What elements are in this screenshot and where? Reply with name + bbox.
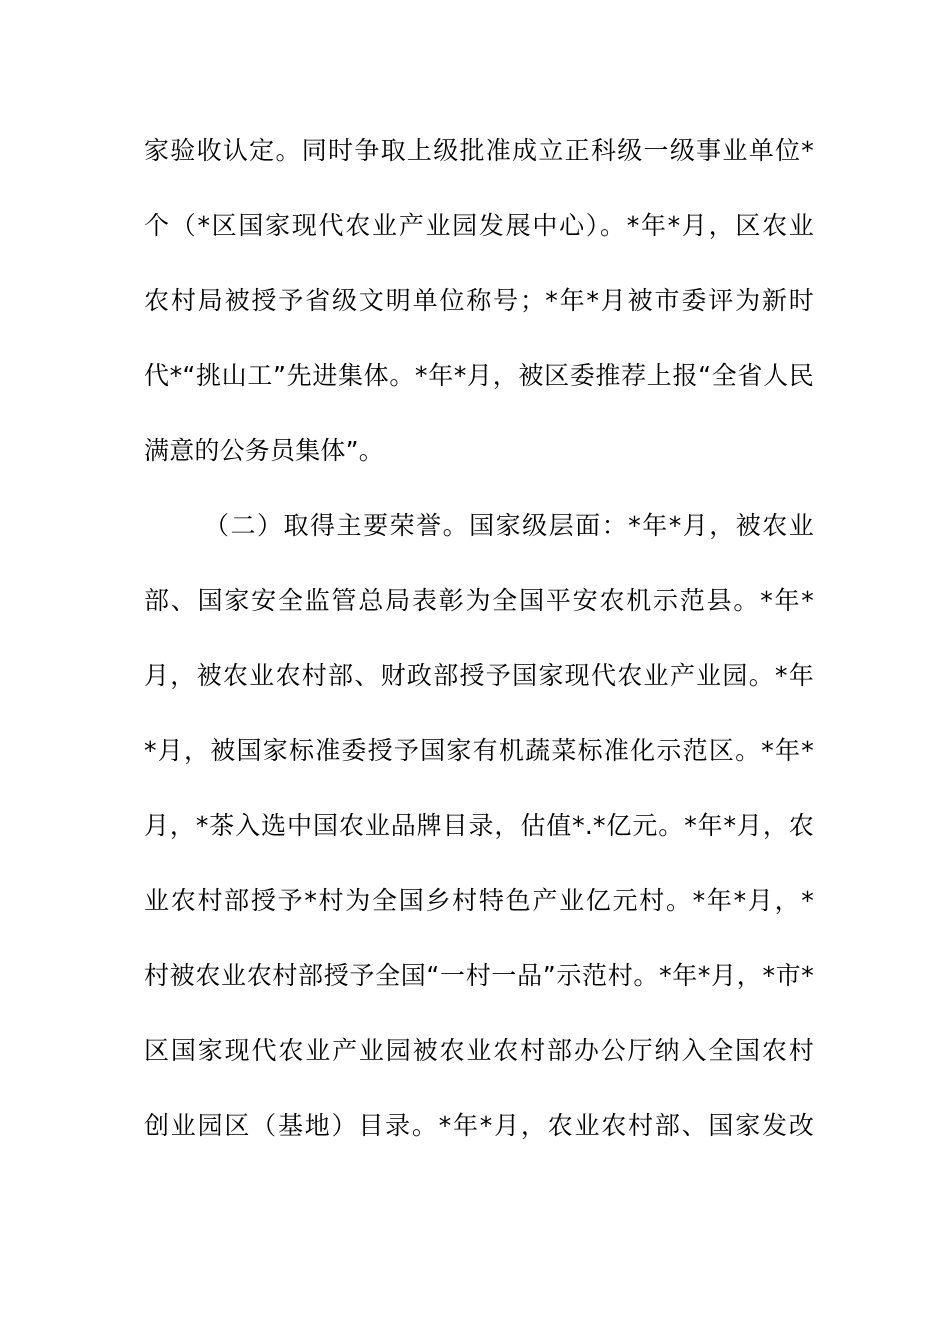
text-line-4: 代*“挑山工”先进集体。*年*月，被区委推荐上报“全省人民	[144, 361, 814, 390]
text-line-1: 家验收认定。同时争取上级批准成立正科级一级事业单位*	[144, 136, 814, 165]
text-line-12: 村被农业农村部授予全国“一村一品”示范村。*年*月，*市*	[144, 961, 814, 990]
text-line-10: 月，*茶入选中国农业品牌目录，估值*.*亿元。*年*月，农	[144, 811, 814, 840]
body-text	[144, 128, 814, 1178]
text-line-8: 月，被农业农村部、财政部授予国家现代农业产业园。*年	[144, 661, 814, 690]
text-line-3: 农村局被授予省级文明单位称号；*年*月被市委评为新时	[144, 286, 814, 315]
text-line-14: 创业园区（基地）目录。*年*月，农业农村部、国家发改	[144, 1111, 814, 1140]
text-line-9: *月，被国家标准委授予国家有机蔬菜标准化示范区。*年*	[144, 736, 814, 765]
text-line-2: 个（*区国家现代农业产业园发展中心）。*年*月，区农业	[144, 211, 814, 240]
section-heading-line: （二）取得主要荣誉。国家级层面：*年*月，被农业	[204, 511, 814, 540]
text-line-5: 满意的公务员集体”。	[144, 436, 384, 465]
text-line-13: 区国家现代农业产业园被农业农村部办公厅纳入全国农村	[144, 1036, 814, 1065]
text-line-7: 部、国家安全监管总局表彰为全国平安农机示范县。*年*	[144, 586, 814, 615]
text-line-11: 业农村部授予*村为全国乡村特色产业亿元村。*年*月，*	[144, 886, 814, 915]
